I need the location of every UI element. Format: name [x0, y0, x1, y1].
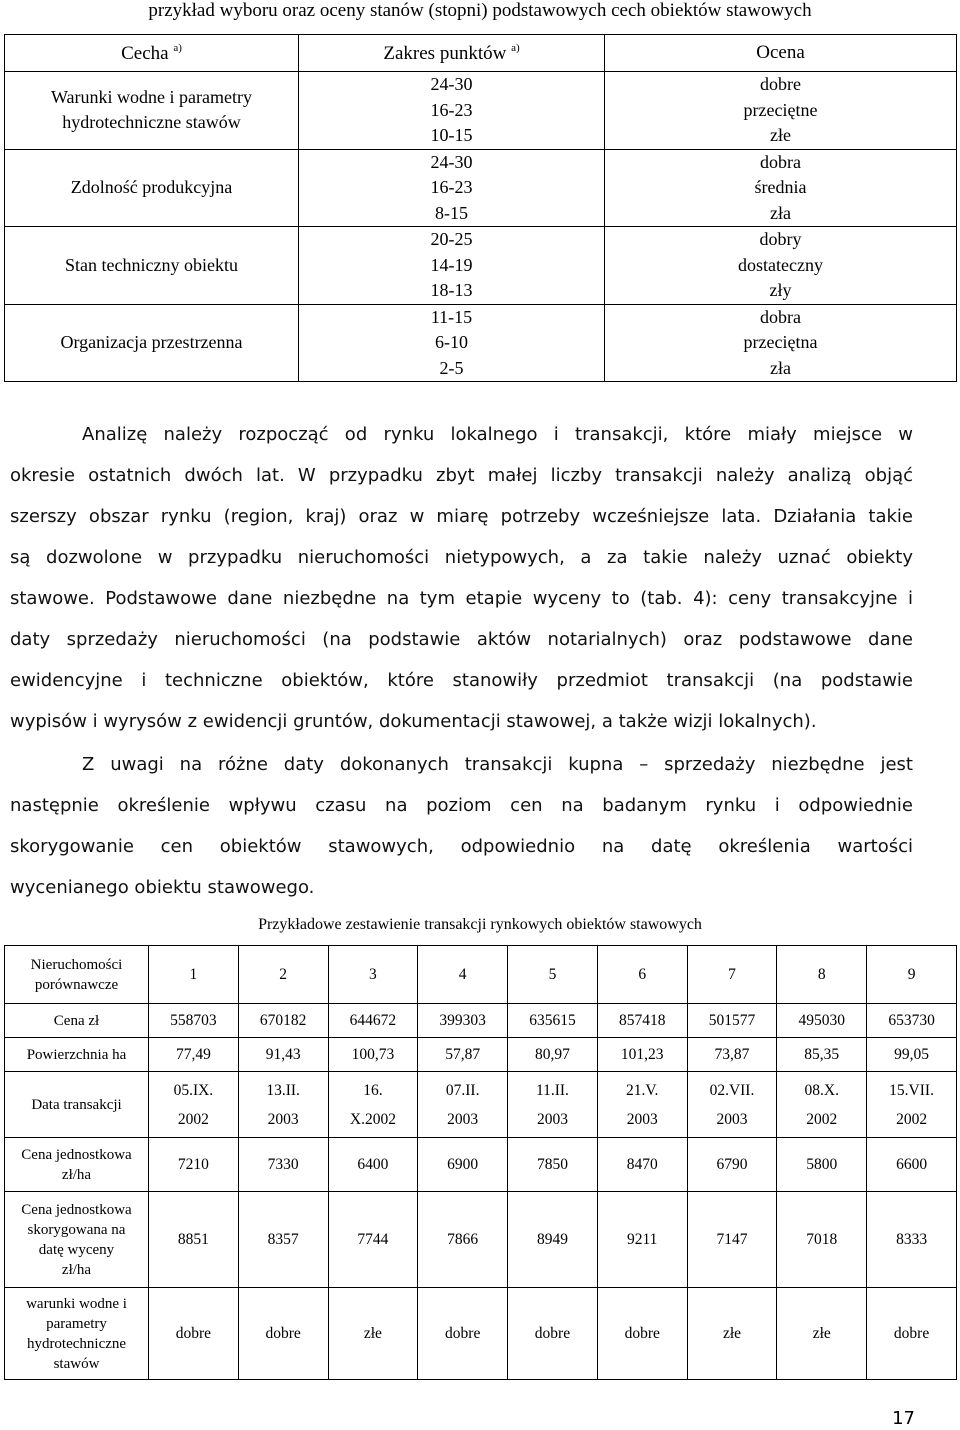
table-cell: 3 [328, 946, 418, 1004]
grading-table [4, 34, 957, 382]
table-cell: 4 [418, 946, 508, 1004]
table-cell: dobre [418, 1288, 508, 1380]
table-cell: dobre [597, 1288, 687, 1380]
row-header: Powierzchnia ha [5, 1038, 149, 1072]
table-cell: 8 [777, 946, 867, 1004]
table-cell: dobre [238, 1288, 328, 1380]
table-row [5, 227, 957, 305]
table-cell: 7866 [418, 1192, 508, 1288]
table-cell: 7 [687, 946, 777, 1004]
table-row [5, 1038, 957, 1072]
text-line: Z uwagi na różne daty dokonanych transakcji kupna – sprzedaży niezbędne jest [82, 754, 913, 775]
table-cell: dobre [508, 1288, 598, 1380]
paragraph-analysis [10, 414, 913, 742]
row-header: Data transakcji [5, 1072, 149, 1138]
table-cell: 100,73 [328, 1038, 418, 1072]
table-cell: 85,35 [777, 1038, 867, 1072]
table-cell: 5 [508, 946, 598, 1004]
row-header: warunki wodne i parametry hydrotechniczne stawów [5, 1288, 149, 1380]
text-line: szerszy obszar rynku (region, kraj) oraz w miarę potrzeby wcześniejsze lata. Działania takie [10, 506, 913, 527]
text-line: Analizę należy rozpocząć od rynku lokalnego i transakcji, które miały miejsce w [82, 424, 913, 445]
table-cell: 857418 [597, 1004, 687, 1038]
header-ocena: Ocena [605, 35, 957, 72]
table-cell: 7018 [777, 1192, 867, 1288]
page-number: 17 [892, 1408, 915, 1429]
table-cell: 2 [238, 946, 328, 1004]
table-cell: 399303 [418, 1004, 508, 1038]
table-cell: 558703 [149, 1004, 239, 1038]
table-caption: przykład wyboru oraz oceny stanów (stopni) podstawowych cech obiektów stawowych [148, 0, 812, 21]
table-cell: 7330 [238, 1138, 328, 1192]
table-cell: 08.X. 2002 [777, 1072, 867, 1138]
table-cell: 91,43 [238, 1038, 328, 1072]
table-cell: złe [687, 1288, 777, 1380]
table-cell: 101,23 [597, 1038, 687, 1072]
table-cell: 8851 [149, 1192, 239, 1288]
text-line: następnie określenie wpływu czasu na poziom cen na badanym rynku i odpowiednie [10, 795, 913, 816]
row-header: Cena jednostkowa skorygowana na datę wyceny zł/ha [5, 1192, 149, 1288]
grade: dobra średnia zła [605, 149, 957, 227]
table-cell: 635615 [508, 1004, 598, 1038]
text-line: ewidencyjne i techniczne obiektów, które stanowiły przedmiot transakcji (na podstawie [10, 670, 913, 691]
table-cell: 8333 [867, 1192, 957, 1288]
paragraph-time-adjustment [10, 744, 913, 908]
table-cell: 02.VII. 2003 [687, 1072, 777, 1138]
table-cell: 57,87 [418, 1038, 508, 1072]
table-cell: 77,49 [149, 1038, 239, 1072]
feature-name: Zdolność produkcyjna [5, 149, 299, 227]
table-cell: 7744 [328, 1192, 418, 1288]
feature-name: Stan techniczny obiektu [5, 227, 299, 305]
header-zakres: Zakres punktów $^{a)}$ [299, 35, 605, 72]
table-row [5, 1138, 957, 1192]
table-cell: 21.V. 2003 [597, 1072, 687, 1138]
grade: dobra przeciętna zła [605, 304, 957, 382]
text-line: wypisów i wyrysów z ewidencji gruntów, dokumentacji stawowej, a także wizji lokalnych). [10, 711, 817, 732]
table-row [5, 72, 957, 150]
table-cell: 80,97 [508, 1038, 598, 1072]
text-line: stawowe. Podstawowe dane niezbędne na tym etapie wyceny to (tab. 4): ceny transakcyjne i [10, 588, 913, 609]
table-cell: złe [777, 1288, 867, 1380]
table-cell: 73,87 [687, 1038, 777, 1072]
table-cell: 6600 [867, 1138, 957, 1192]
table-cell: 7210 [149, 1138, 239, 1192]
table-cell: 8357 [238, 1192, 328, 1288]
text-line: wycenianego obiektu stawowego. [10, 877, 315, 898]
table-cell: 7147 [687, 1192, 777, 1288]
table-row [5, 304, 957, 382]
table-row [5, 1192, 957, 1288]
table-cell: 6900 [418, 1138, 508, 1192]
table-cell: 5800 [777, 1138, 867, 1192]
table-cell: 6400 [328, 1138, 418, 1192]
table-caption: Przykładowe zestawienie transakcji rynkowych obiektów stawowych [258, 916, 702, 933]
point-range: 24-30 16-23 10-15 [299, 72, 605, 150]
header-cecha: Cecha $^{a)}$ [5, 35, 299, 72]
table-cell: 9211 [597, 1192, 687, 1288]
table-cell: 13.II. 2003 [238, 1072, 328, 1138]
row-header: Cena zł [5, 1004, 149, 1038]
point-range: 20-25 14-19 18-13 [299, 227, 605, 305]
table-cell: 670182 [238, 1004, 328, 1038]
table-cell: 99,05 [867, 1038, 957, 1072]
feature-name: Organizacja przestrzenna [5, 304, 299, 382]
table-cell: 653730 [867, 1004, 957, 1038]
table-header-row [5, 35, 957, 72]
table-cell: dobre [867, 1288, 957, 1380]
grade: dobry dostateczny zły [605, 227, 957, 305]
table-cell: złe [328, 1288, 418, 1380]
table-cell: 11.II. 2003 [508, 1072, 598, 1138]
table-row [5, 149, 957, 227]
table-cell: 6790 [687, 1138, 777, 1192]
text-line: okresie ostatnich dwóch lat. W przypadku zbyt małej liczby transakcji należy analizą objąć [10, 465, 913, 486]
table-cell: 501577 [687, 1004, 777, 1038]
table-cell: 15.VII. 2002 [867, 1072, 957, 1138]
table-cell: 8949 [508, 1192, 598, 1288]
feature-name: Warunki wodne i parametry hydrotechniczne stawów [5, 72, 299, 150]
table-row [5, 1004, 957, 1038]
table-cell: 1 [149, 946, 239, 1004]
table-cell: 07.II. 2003 [418, 1072, 508, 1138]
table-row [5, 1072, 957, 1138]
table-cell: 9 [867, 946, 957, 1004]
table-cell: 8470 [597, 1138, 687, 1192]
table-cell: 495030 [777, 1004, 867, 1038]
grade: dobre przeciętne złe [605, 72, 957, 150]
table-cell: 6 [597, 946, 687, 1004]
text-line: daty sprzedaży nieruchomości (na podstawie aktów notarialnych) oraz podstawowe dane [10, 629, 913, 650]
row-header: Nieruchomości porównawcze [5, 946, 149, 1004]
table-cell: dobre [149, 1288, 239, 1380]
point-range: 24-30 16-23 8-15 [299, 149, 605, 227]
table-cell: 7850 [508, 1138, 598, 1192]
text-line: skorygowanie cen obiektów stawowych, odpowiednio na datę określenia wartości [10, 836, 913, 857]
table-cell: 05.IX. 2002 [149, 1072, 239, 1138]
row-header: Cena jednostkowa zł/ha [5, 1138, 149, 1192]
point-range: 11-15 6-10 2-5 [299, 304, 605, 382]
transactions-table [4, 945, 957, 1380]
text-line: są dozwolone w przypadku nieruchomości nietypowych, a za takie należy uznać obiekty [10, 547, 913, 568]
table-row [5, 1288, 957, 1380]
table-cell: 644672 [328, 1004, 418, 1038]
table-cell: 16. X.2002 [328, 1072, 418, 1138]
table-row [5, 946, 957, 1004]
